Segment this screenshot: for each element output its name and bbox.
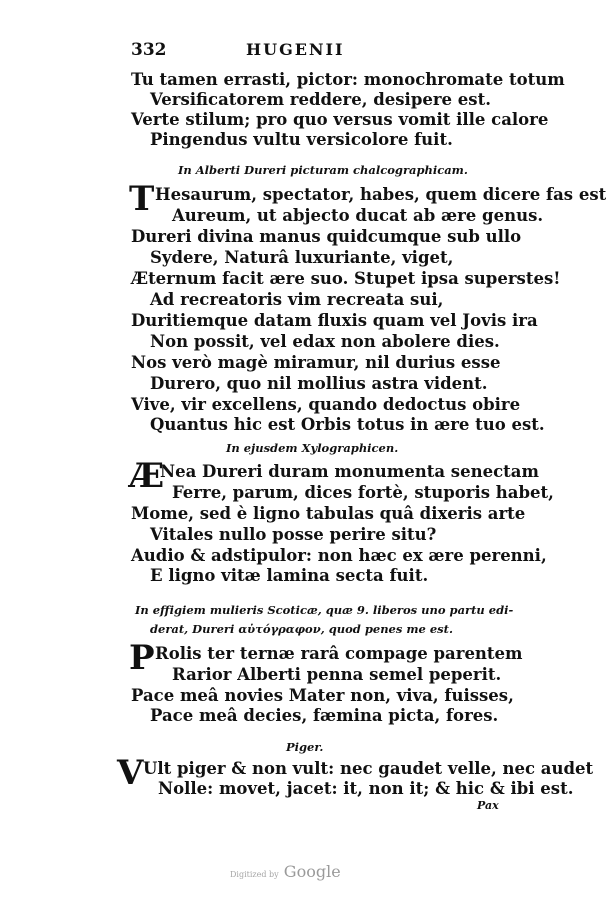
google-brand: Google [283,862,341,881]
poem3-line-2: Ferre, parum, dices fortè, stuporis habet, [172,483,554,502]
poem3-line-5: Audio & adstipulor: non hæc ex ære perenni, [131,546,547,565]
poem2-line-10: Durero, quo nil mollius astra vident. [150,374,488,393]
poem2-dropcap: T [129,179,155,219]
poem4-dropcap: P [129,638,155,678]
poem4-title-line-2: derat, Dureri αὐτόγραφον, quod penes me est. [150,622,453,636]
poem4-line-1: Rolis ter ternæ rarâ compage parentem [155,644,523,663]
poem3-dropcap: Æ [129,456,165,496]
poem2-line-12: Quantus hic est Orbis totus in ære tuo est. [150,415,545,434]
poem5-line-2: Nolle: movet, jacet: it, non it; & hic & ibi est. [158,779,574,798]
digitized-by-text: Digitized by [230,870,279,879]
poem5-line-1: Ult piger & non vult: nec gaudet velle, nec audet [143,759,594,778]
poem2-line-4: Sydere, Naturâ luxuriante, viget, [150,248,454,267]
poem4-line-2: Rarior Alberti penna semel peperit. [172,665,502,684]
poem2-line-2: Aureum, ut abjecto ducat ab ære genus. [172,206,544,225]
poem2-line-6: Ad recreatoris vim recreata sui, [150,290,444,309]
poem2-line-5: Æternum facit ære suo. Stupet ipsa superstes! [131,269,561,288]
poem4-line-3: Pace meâ novies Mater non, viva, fuisses, [131,686,514,705]
poem2-line-8: Non possit, vel edax non abolere dies. [150,332,500,351]
poem3-line-4: Vitales nullo posse perire situ? [150,525,437,544]
poem4-title-line-1: In effigiem mulieris Scoticæ, quæ 9. liberos uno partu edi- [135,603,514,617]
catchword: Pax [477,799,499,812]
poem4-line-4: Pace meâ decies, fæmina picta, fores. [150,706,499,725]
poem2-line-9: Nos verò magè miramur, nil durius esse [131,353,501,372]
poem3-title: In ejusdem Xylographicen. [226,441,399,455]
poem5-title: Piger. [286,740,324,754]
poem2-line-7: Duritiemque datam fluxis quam vel Jovis ira [131,311,538,330]
poem2-line-3: Dureri divina manus quidcumque sub ullo [131,227,522,246]
poem1-line-2: Versificatorem reddere, desipere est. [150,90,491,109]
running-title: HUGENII [246,40,345,59]
poem1-line-4: Pingendus vultu versicolore fuit. [150,130,453,149]
digitized-watermark [230,862,341,881]
page-number: 332 [131,40,167,60]
poem1-line-3: Verte stilum; pro quo versus vomit ille calore [131,110,549,129]
poem2-line-11: Vive, vir excellens, quando dedoctus obire [131,395,521,414]
poem3-line-3: Mome, sed è ligno tabulas quâ dixeris arte [131,504,526,523]
poem3-line-6: E ligno vitæ lamina secta fuit. [150,566,429,585]
poem2-line-1: Hesaurum, spectator, habes, quem dicere fas est [155,185,606,204]
poem3-line-1: Nea Dureri duram monumenta senectam [160,462,539,481]
poem5-dropcap: V [117,753,144,793]
poem1-line-1: Tu tamen errasti, pictor: monochromate totum [131,70,565,89]
poem2-title: In Alberti Dureri picturam chalcographicam. [178,163,468,177]
